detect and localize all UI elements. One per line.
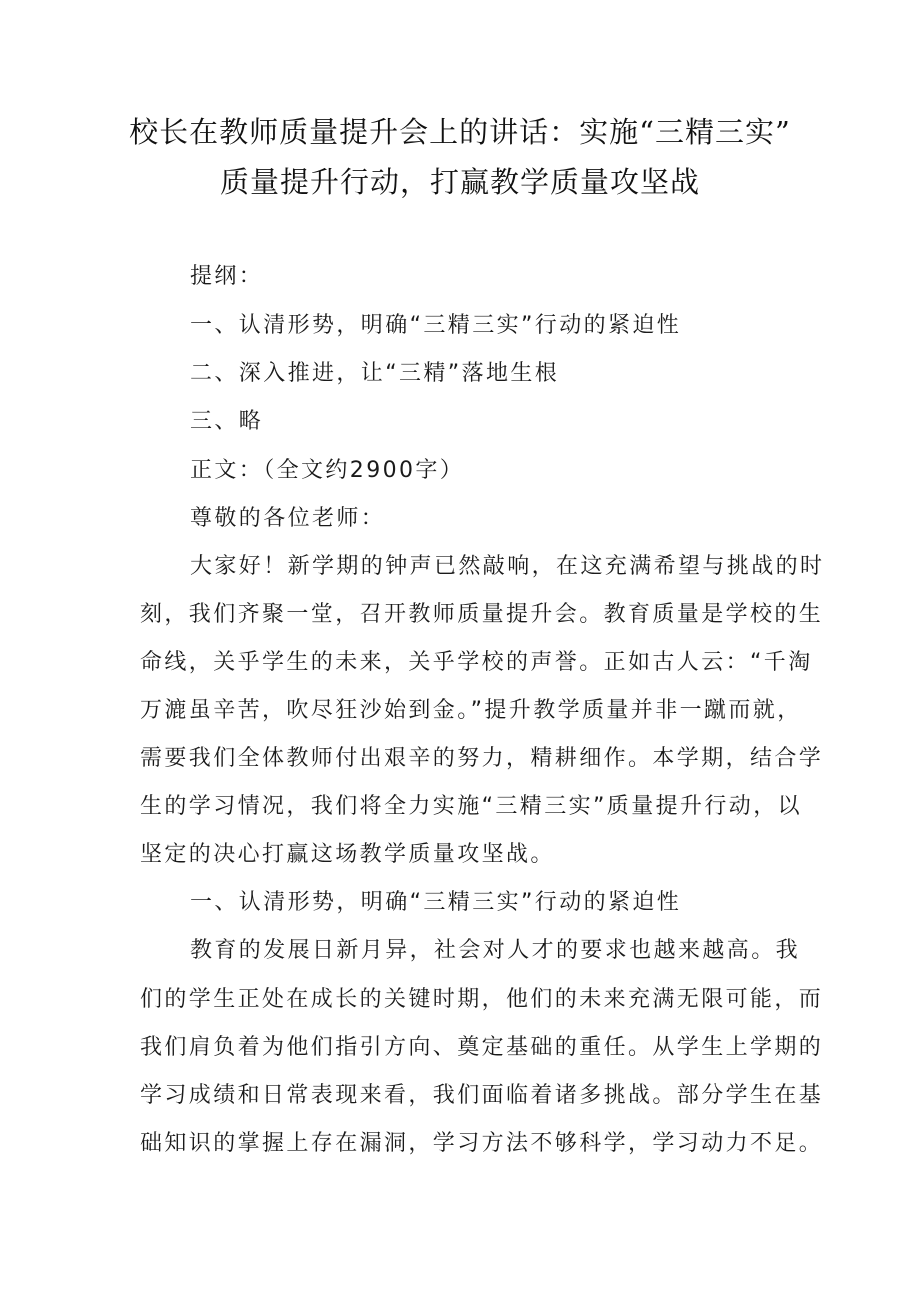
paragraph-2-line-3: 我们肩负着为他们指引方向、奠定基础的重任。从学生上学期的 — [140, 1035, 824, 1060]
paragraph-1-line-3: 命线，关乎学生的未来，关乎学校的声誉。正如古人云：“千淘 — [140, 650, 813, 675]
outline-item-2: 二、深入推进，让“三精”落地生根 — [190, 361, 560, 386]
paragraph-1-line-1: 大家好！新学期的钟声已然敲响，在这充满希望与挑战的时 — [190, 554, 825, 579]
document-title-line-1: 校长在教师质量提升会上的讲话：实施“三精三实” — [129, 115, 791, 149]
section-1-heading: 一、认清形势，明确“三精三实”行动的紧迫性 — [190, 890, 682, 915]
outline-item-3: 三、略 — [190, 409, 264, 434]
body-label: 正文：（全文约2900字） — [190, 458, 465, 483]
outline-item-1: 一、认清形势，明确“三精三实”行动的紧迫性 — [190, 313, 682, 338]
paragraph-1-line-5: 需要我们全体教师付出艰辛的努力，精耕细作。本学期，结合学 — [140, 746, 824, 771]
document-title-line-2: 质量提升行动，打赢教学质量攻坚战 — [219, 165, 700, 199]
paragraph-1-line-4: 万漉虽辛苦，吹尽狂沙始到金。”提升教学质量并非一蹴而就， — [140, 698, 802, 723]
outline-label: 提纲： — [190, 264, 264, 289]
paragraph-1-line-2: 刻，我们齐聚一堂，召开教师质量提升会。教育质量是学校的生 — [140, 602, 824, 627]
paragraph-2-line-1: 教育的发展日新月异，社会对人才的要求也越来越高。我 — [190, 938, 801, 963]
salutation: 尊敬的各位老师： — [190, 506, 386, 531]
paragraph-2-line-2: 们的学生正处在成长的关键时期，他们的未来充满无限可能，而 — [140, 987, 824, 1012]
paragraph-1-line-6: 生的学习情况，我们将全力实施“三精三实”质量提升行动，以 — [140, 794, 802, 819]
paragraph-2-line-5: 础知识的掌握上存在漏洞，学习方法不够科学，学习动力不足。 — [140, 1131, 824, 1156]
paragraph-2-line-4: 学习成绩和日常表现来看，我们面临着诸多挑战。部分学生在基 — [140, 1083, 824, 1108]
paragraph-1-line-7: 坚定的决心打赢这场教学质量攻坚战。 — [140, 842, 555, 867]
